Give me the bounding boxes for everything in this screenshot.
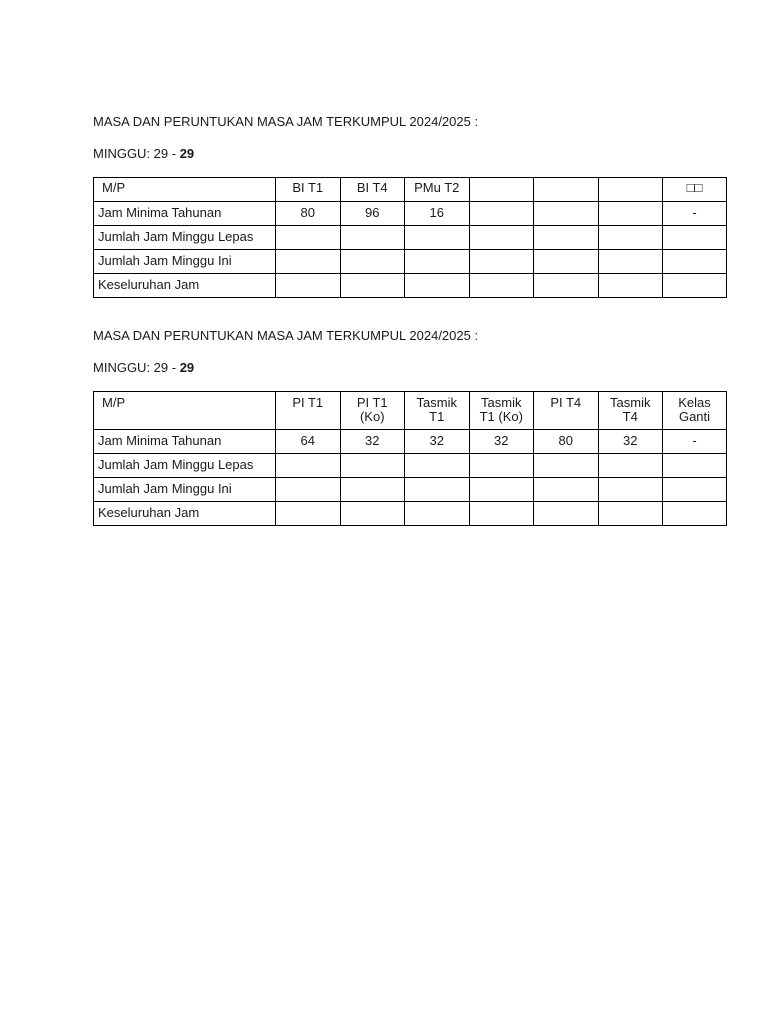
- table-cell: [340, 250, 405, 274]
- table-cell: [598, 502, 663, 526]
- table-cell: [469, 454, 534, 478]
- table-cell: [598, 274, 663, 298]
- table-cell: [663, 250, 727, 274]
- table-cell: 80: [276, 202, 341, 226]
- table-cell: [340, 274, 405, 298]
- table-cell: [663, 274, 727, 298]
- table-cell: [340, 502, 405, 526]
- table-cell: [469, 250, 534, 274]
- table-header-row: [94, 178, 727, 202]
- header-cell: Tasmik T1 (Ko): [469, 392, 534, 430]
- table-cell: [405, 250, 470, 274]
- table-cell: [276, 454, 341, 478]
- row-label: Jumlah Jam Minggu Lepas: [94, 454, 276, 478]
- table-cell: [405, 454, 470, 478]
- table-cell: 32: [405, 430, 470, 454]
- table-cell: [469, 274, 534, 298]
- table-cell: [663, 226, 727, 250]
- table-cell: [534, 274, 599, 298]
- week-prefix-2: MINGGU: 29 -: [93, 360, 180, 375]
- table-cell: [598, 478, 663, 502]
- table-cell: -: [663, 430, 727, 454]
- table-cell: [534, 202, 599, 226]
- week-line-2: [93, 360, 194, 376]
- table-cell: [469, 478, 534, 502]
- week-number-1: 29: [179, 146, 195, 161]
- header-cell-mp: M/P: [94, 178, 276, 202]
- header-cell: [469, 178, 534, 202]
- header-cell: PMu T2: [405, 178, 470, 202]
- table-cell: 32: [598, 430, 663, 454]
- week-line-1: [93, 146, 194, 162]
- table-cell: [534, 478, 599, 502]
- table-cell: 16: [405, 202, 470, 226]
- table-row: [94, 430, 727, 454]
- table-row: [94, 202, 727, 226]
- table-cell: [469, 226, 534, 250]
- table-cell: [598, 454, 663, 478]
- table-row: [94, 274, 727, 298]
- row-label: Jumlah Jam Minggu Ini: [94, 250, 276, 274]
- table-cell: 32: [469, 430, 534, 454]
- table-row: [94, 478, 727, 502]
- table-cell: [340, 478, 405, 502]
- table-cell: [340, 454, 405, 478]
- table-cell: 96: [340, 202, 405, 226]
- table-cell: 64: [276, 430, 341, 454]
- table-row: [94, 454, 727, 478]
- table-cell: [340, 226, 405, 250]
- table-cell: [469, 502, 534, 526]
- table-cell: [534, 250, 599, 274]
- header-cell-mp: M/P: [94, 392, 276, 430]
- row-label: Jam Minima Tahunan: [94, 430, 276, 454]
- table-cell: [276, 226, 341, 250]
- table-cell: [469, 202, 534, 226]
- table-cell: [663, 502, 727, 526]
- table-cell: [405, 478, 470, 502]
- row-label: Keseluruhan Jam: [94, 502, 276, 526]
- table-cell: [276, 274, 341, 298]
- table-cell: [276, 502, 341, 526]
- header-cell: Kelas Ganti: [663, 392, 727, 430]
- table-cell: [598, 202, 663, 226]
- header-cell: [598, 178, 663, 202]
- table-cell: [598, 250, 663, 274]
- section-title-1: MASA DAN PERUNTUKAN MASA JAM TERKUMPUL 2024/2025 :: [93, 114, 479, 129]
- table-cell: [405, 502, 470, 526]
- row-label: Keseluruhan Jam: [94, 274, 276, 298]
- table-cell: [405, 274, 470, 298]
- table-row: [94, 226, 727, 250]
- table-header-row: [94, 392, 727, 430]
- table-cell: 80: [534, 430, 599, 454]
- week-number-2: 29: [179, 360, 195, 375]
- table-cell: [534, 226, 599, 250]
- table-row: [94, 502, 727, 526]
- header-cell: BI T4: [340, 178, 405, 202]
- header-cell: Tasmik T1: [405, 392, 470, 430]
- section-title-2: MASA DAN PERUNTUKAN MASA JAM TERKUMPUL 2024/2025 :: [93, 328, 479, 343]
- table-cell: [276, 250, 341, 274]
- table-cell: [534, 502, 599, 526]
- hours-table-2: [93, 391, 727, 526]
- table-row: [94, 250, 727, 274]
- table-cell: [663, 454, 727, 478]
- hours-table-1: [93, 177, 727, 298]
- header-cell: PI T1 (Ko): [340, 392, 405, 430]
- row-label: Jam Minima Tahunan: [94, 202, 276, 226]
- week-prefix-1: MINGGU: 29 -: [93, 146, 180, 161]
- header-cell: Tasmik T4: [598, 392, 663, 430]
- row-label: Jumlah Jam Minggu Lepas: [94, 226, 276, 250]
- table-cell: -: [663, 202, 727, 226]
- table-cell: [534, 454, 599, 478]
- header-cell: [534, 178, 599, 202]
- table-cell: [405, 226, 470, 250]
- header-cell: PI T1: [276, 392, 341, 430]
- row-label: Jumlah Jam Minggu Ini: [94, 478, 276, 502]
- header-cell-glyph: □□: [663, 178, 727, 202]
- header-cell: PI T4: [534, 392, 599, 430]
- table-cell: 32: [340, 430, 405, 454]
- table-cell: [663, 478, 727, 502]
- table-cell: [598, 226, 663, 250]
- header-cell: BI T1: [276, 178, 341, 202]
- table-cell: [276, 478, 341, 502]
